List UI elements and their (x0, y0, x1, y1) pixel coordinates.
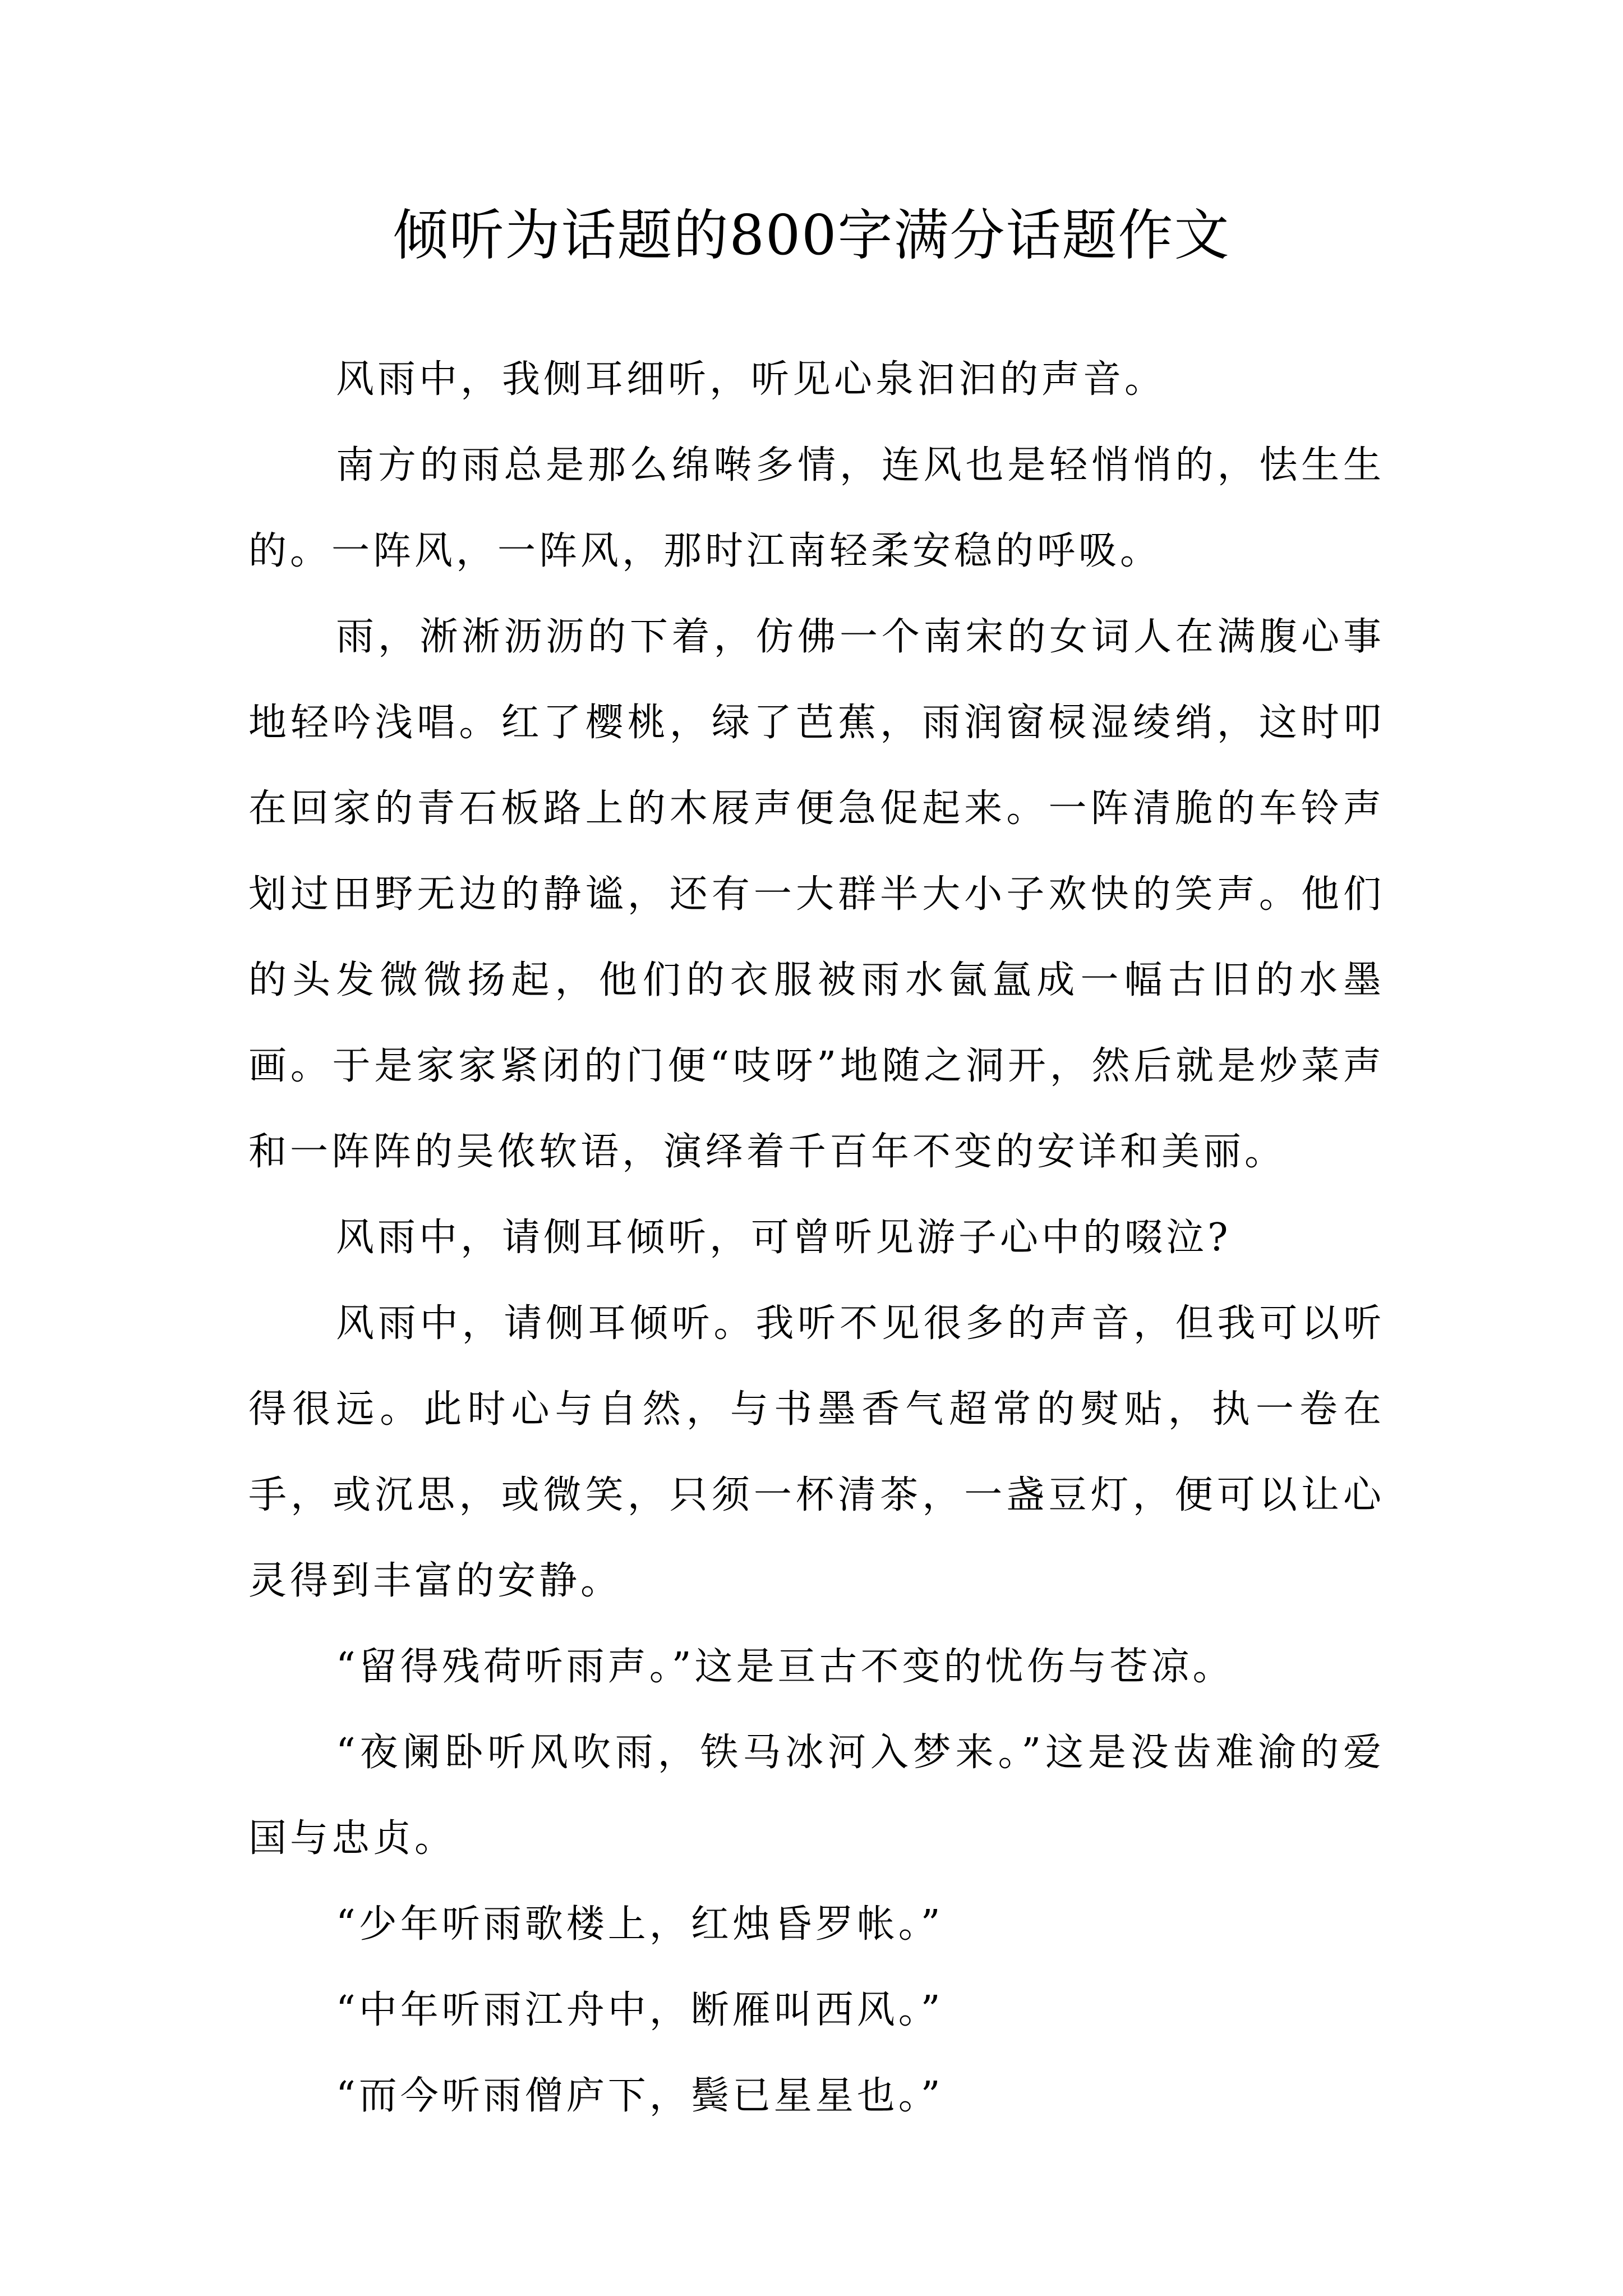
paragraph: “夜阑卧听风吹雨，铁马冰河入梦来。”这是没齿难渝的爱国与忠贞。 (248, 1731, 1385, 1861)
paragraph: “中年听雨江舟中，断雁叫西风。” (336, 1988, 944, 2032)
paragraph: 雨，淅淅沥沥的下着，仿佛一个南宋的女词人在满腹心事地轻吟浅唱。红了樱桃，绿了芭蕉，雨润窗棂湿绫绡，这时叩在回家的青石板路上的木屐声便急促起来。一阵清脆的车铃声划过田野无边的静谧，还有一大群半大小子欢快的笑声。他们的头发微微扬起，他们的衣服被雨水氤氲成一幅古旧的水墨画。于是家家紧闭的门便“吱呀”地随之洞开，然后就是炒菜声和一阵阵的吴侬软语，演绎着千百年不变的安详和美丽。 (248, 615, 1385, 1174)
paragraph: 南方的雨总是那么绵啭多情，连风也是轻悄悄的，怯生生的。一阵风，一阵风，那时江南轻柔安稳的呼吸。 (248, 443, 1385, 573)
paragraph: “少年听雨歌楼上，红烛昏罗帐。” (336, 1902, 944, 1947)
paragraph: “而今听雨僧庐下，鬓已星星也。” (336, 2074, 944, 2118)
document-title: 倾听为话题的800字满分话题作文 (393, 204, 1230, 268)
paragraph: “留得残荷听雨声。”这是亘古不变的忧伤与苍凉。 (336, 1645, 1234, 1689)
paragraph: 风雨中，我侧耳细听，听见心泉汩汩的声音。 (336, 357, 1166, 402)
paragraph: 风雨中，请侧耳倾听。我听不见很多的声音，但我可以听得很远。此时心与自然，与书墨香气超常的熨贴，执一卷在手，或沉思，或微笑，只须一杯清茶，一盏豆灯，便可以让心灵得到丰富的安静。 (248, 1301, 1385, 1603)
document-body (248, 337, 1385, 2139)
paragraph: 风雨中，请侧耳倾听，可曾听见游子心中的啜泣? (336, 1216, 1232, 1260)
